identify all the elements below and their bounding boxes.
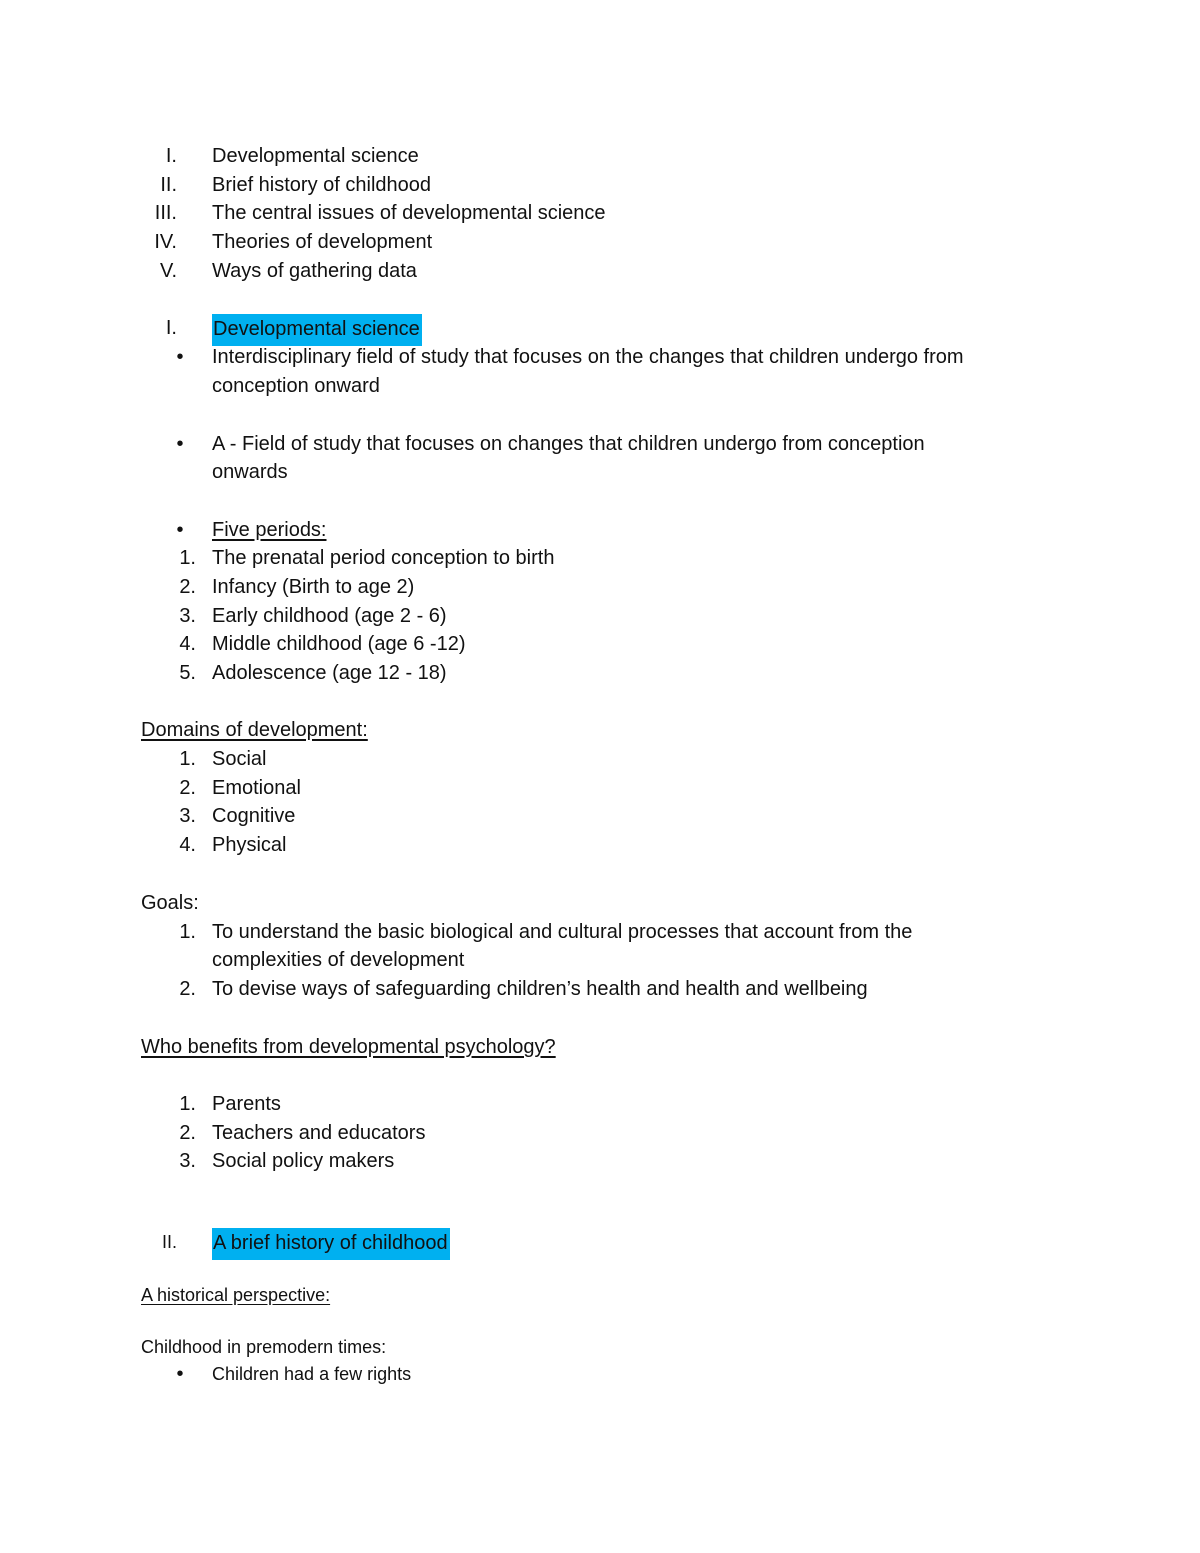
list-text: Social policy makers: [212, 1150, 395, 1172]
bullet-text: Interdisciplinary field of study that focuses on the changes that children undergo from: [212, 346, 964, 368]
list-number: 2.: [179, 978, 196, 1000]
outline-item: [0, 257, 1200, 285]
list-item: [0, 831, 1200, 859]
outline-text: Developmental science: [212, 145, 419, 167]
roman-numeral: III.: [154, 202, 177, 224]
bullet-icon: •: [176, 433, 184, 455]
list-number: 3.: [179, 1150, 196, 1172]
list-item: [0, 802, 1200, 830]
roman-numeral: II.: [161, 1232, 177, 1252]
roman-numeral: II.: [160, 174, 177, 196]
bullet-text: A - Field of study that focuses on changes that children undergo from conception: [212, 433, 925, 455]
list-item: [0, 602, 1200, 630]
bullet-icon: •: [176, 1363, 184, 1385]
list-text: Parents: [212, 1093, 281, 1115]
list-item: [0, 918, 1200, 946]
subheading: [0, 889, 1200, 917]
bullet-icon: •: [176, 346, 184, 368]
outline-text: The central issues of developmental science: [212, 202, 606, 224]
bullet-item: [0, 1360, 1200, 1388]
bullet-item: [0, 430, 1200, 458]
roman-numeral: I.: [165, 145, 177, 167]
outline-text: Theories of development: [212, 231, 433, 253]
outline-item: [0, 199, 1200, 227]
premodern-label: Childhood in premodern times:: [141, 1337, 387, 1357]
list-number: 5.: [179, 662, 196, 684]
list-number: 3.: [179, 805, 196, 827]
subheading: [0, 716, 1200, 744]
list-number: 1.: [179, 547, 196, 569]
list-text: Cognitive: [212, 805, 296, 827]
list-text: complexities of development: [212, 949, 465, 971]
outline-item: [0, 142, 1200, 170]
domains-label: Domains of development:: [141, 719, 368, 741]
list-number: 1.: [179, 748, 196, 770]
section-title: A brief history of childhood: [212, 1228, 450, 1260]
list-item: [0, 573, 1200, 601]
bullet-text: conception onward: [212, 375, 380, 397]
list-number: 2.: [179, 1122, 196, 1144]
historical-label: A historical perspective:: [141, 1285, 331, 1305]
list-text: To devise ways of safeguarding children’s health and health and wellbeing: [212, 978, 868, 1000]
list-text: Physical: [212, 834, 287, 856]
list-item: [0, 1119, 1200, 1147]
bullet-continuation: [0, 372, 1200, 400]
list-number: 2.: [179, 777, 196, 799]
section-heading: [0, 314, 1200, 342]
list-number: 4.: [179, 633, 196, 655]
bullet-item: [0, 343, 1200, 371]
list-text: Middle childhood (age 6 -12): [212, 633, 466, 655]
list-text: Early childhood (age 2 - 6): [212, 605, 447, 627]
section-heading: [0, 1228, 1200, 1256]
bullet-icon: •: [176, 519, 184, 541]
goals-label: Goals:: [141, 892, 199, 914]
outline-item: [0, 171, 1200, 199]
list-number: 1.: [179, 921, 196, 943]
subheading: [0, 1033, 1200, 1061]
bullet-text: onwards: [212, 461, 288, 483]
roman-numeral: V.: [159, 260, 177, 282]
outline-item: [0, 228, 1200, 256]
list-text: Emotional: [212, 777, 301, 799]
list-text: Infancy (Birth to age 2): [212, 576, 415, 598]
list-item: [0, 659, 1200, 687]
list-text: To understand the basic biological and cultural processes that account from the: [212, 921, 913, 943]
list-item: [0, 975, 1200, 1003]
bullet-item: [0, 516, 1200, 544]
list-number: 1.: [179, 1093, 196, 1115]
list-number: 3.: [179, 605, 196, 627]
list-item: [0, 774, 1200, 802]
subheading: [0, 1333, 1200, 1361]
list-text: Social: [212, 748, 267, 770]
list-item: [0, 630, 1200, 658]
section-title: Developmental science: [212, 314, 422, 346]
roman-numeral: IV.: [154, 231, 177, 253]
list-item: [0, 1090, 1200, 1118]
periods-label: Five periods:: [212, 519, 327, 541]
list-item: [0, 1147, 1200, 1175]
bullet-text: Children had a few rights: [212, 1364, 412, 1384]
list-text: The prenatal period conception to birth: [212, 547, 555, 569]
benefits-label: Who benefits from developmental psychology?: [141, 1036, 556, 1058]
list-item: [0, 745, 1200, 773]
list-item: [0, 544, 1200, 572]
list-continuation: [0, 946, 1200, 974]
list-number: 2.: [179, 576, 196, 598]
outline-text: Brief history of childhood: [212, 174, 432, 196]
list-text: Teachers and educators: [212, 1122, 426, 1144]
list-text: Adolescence (age 12 - 18): [212, 662, 447, 684]
bullet-continuation: [0, 458, 1200, 486]
roman-numeral: I.: [165, 317, 177, 339]
subheading: [0, 1281, 1200, 1309]
list-number: 4.: [179, 834, 196, 856]
outline-text: Ways of gathering data: [212, 260, 417, 282]
